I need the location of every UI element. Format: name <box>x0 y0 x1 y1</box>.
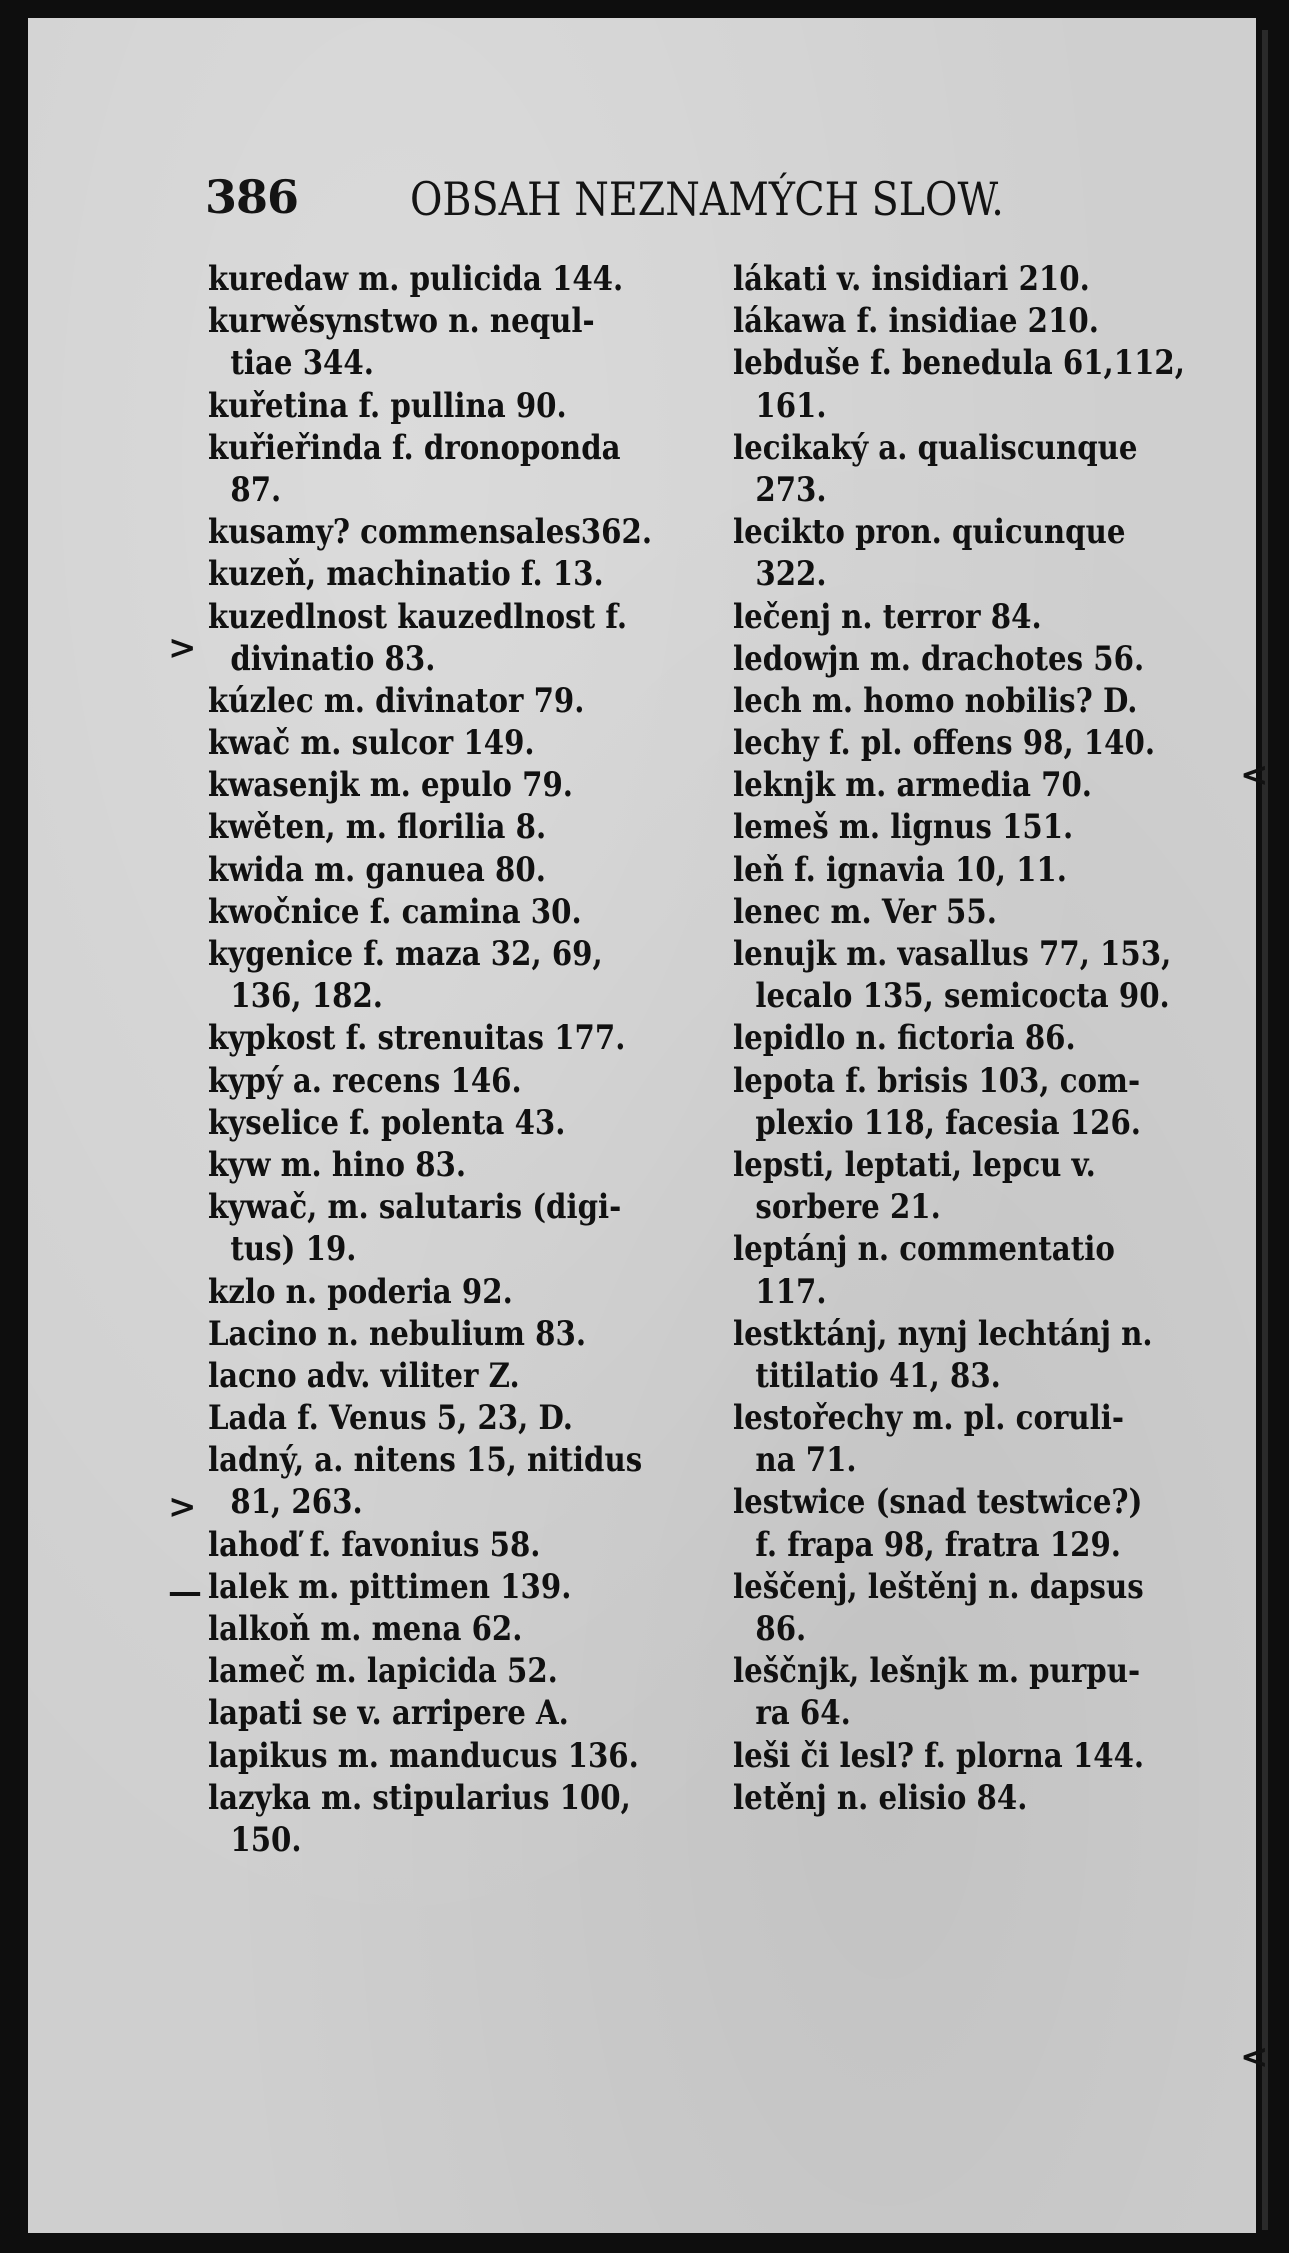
entry-line: kurwěsynstwo n. nequl- <box>208 301 595 342</box>
entry-line: lepsti, leptati, lepcu v. <box>733 1144 1096 1185</box>
entry-line: plexio 118, facesia 126. <box>755 1102 1141 1143</box>
entry-line: lecikaký a. qualiscunque <box>733 427 1138 468</box>
entry-line: lepidlo n. fictoria 86. <box>733 1018 1076 1059</box>
entry-line: f. frapa 98, fratra 129. <box>755 1524 1121 1565</box>
margin-mark-left-2: > <box>168 1487 197 1527</box>
page-number: 386 <box>205 170 299 224</box>
entry-line: Lada f. Venus 5, 23, D. <box>208 1398 573 1439</box>
entry-line: lapikus m. manducus 136. <box>208 1735 639 1776</box>
entry-line: kusamy? commensales362. <box>208 512 653 553</box>
entry-line: lacno adv. viliter Z. <box>208 1355 520 1396</box>
running-title: OBSAH NEZNAMÝCH SLOW. <box>410 172 1004 226</box>
entry-line: kwasenjk m. epulo 79. <box>208 765 573 806</box>
entry-line: lazyka m. stipularius 100, <box>208 1777 631 1818</box>
entry-line: kúzlec m. divinator 79. <box>208 680 585 721</box>
entry-line: kuzeň, machinatio f. 13. <box>208 554 604 595</box>
entry-line: kywač, m. salutaris (digi- <box>208 1187 622 1228</box>
entry-line: 81, 263. <box>230 1482 363 1523</box>
entry-line: 273. <box>755 469 827 510</box>
entry-line: titilatio 41, 83. <box>755 1355 1001 1396</box>
entry-line: kuzedlnost kauzedlnost f. <box>208 596 628 637</box>
entry-line: 150. <box>230 1819 302 1860</box>
entry-line: kygenice f. maza 32, 69, <box>208 934 603 974</box>
entry-line: lalek m. pittimen 139. <box>208 1566 572 1607</box>
margin-mark-right-2: < <box>1240 2037 1269 2077</box>
entry-line: 136, 182. <box>230 976 383 1017</box>
entry-line: lapati se v. arripere A. <box>208 1693 569 1734</box>
entry-line: sorbere 21. <box>755 1187 941 1228</box>
entry-line: lech m. homo nobilis? D. <box>733 680 1138 721</box>
entry-line: leščnjk, lešnjk m. purpu- <box>733 1651 1141 1692</box>
entry-line: lestktánj, nynj lechtánj n. <box>733 1313 1153 1354</box>
entry-line: tiae 344. <box>230 343 374 384</box>
entry-line: 87. <box>230 469 282 510</box>
entry-line: lecikto pron. quicunque <box>733 512 1126 553</box>
entry-line: 117. <box>755 1271 827 1312</box>
entry-line: lebduše f. benedula 61,112, <box>733 343 1185 384</box>
entry-line: lákawa f. insidiae 210. <box>733 301 1099 342</box>
entry-line: lestwice (snad testwice?) <box>733 1482 1143 1523</box>
entry-line: leknjk m. armedia 70. <box>733 765 1092 806</box>
entry-line: lákati v. insidiari 210. <box>733 259 1090 299</box>
margin-mark-left-3: — <box>168 1572 202 1612</box>
entry-line: kzlo n. poderia 92. <box>208 1271 513 1312</box>
entry-line: Lacino n. nebulium 83. <box>208 1313 587 1354</box>
entry-line: leptánj n. commentatio <box>733 1229 1115 1270</box>
entry-line: ra 64. <box>755 1693 851 1734</box>
entry-line: lenec m. Ver 55. <box>733 891 997 932</box>
entry-line: kwida m. ganuea 80. <box>208 849 546 890</box>
entry-line: leščenj, leštěnj n. dapsus <box>733 1566 1144 1607</box>
entry-line: 161. <box>755 385 827 426</box>
entry-line: kypkost f. strenuitas 177. <box>208 1018 626 1059</box>
entry-line: lenujk m. vasallus 77, 153, <box>733 934 1172 974</box>
margin-mark-left-1: > <box>168 628 197 668</box>
entry-line: tus) 19. <box>230 1229 357 1270</box>
margin-mark-right-1: < <box>1240 755 1269 795</box>
entry-line: lameč m. lapicida 52. <box>208 1651 558 1692</box>
entry-line: lestořechy m. pl. coruli- <box>733 1398 1124 1439</box>
entry-line: lahoď f. favonius 58. <box>208 1524 541 1565</box>
entry-line: kuřetina f. pullina 90. <box>208 385 567 426</box>
entry-line: kuřieřinda f. dronoponda <box>208 427 621 468</box>
entry-line: leň f. ignavia 10, 11. <box>733 849 1067 890</box>
entry-line: kyw m. hino 83. <box>208 1144 467 1185</box>
entry-line: kwač m. sulcor 149. <box>208 723 535 764</box>
entry-line: letěnj n. elisio 84. <box>733 1777 1028 1818</box>
page-edge-shadow <box>1262 30 1268 2230</box>
entry-line: ladný, a. nitens 15, nitidus <box>208 1440 643 1481</box>
entry-line: lecalo 135, semicocta 90. <box>755 976 1170 1017</box>
entry-line: 86. <box>755 1609 807 1649</box>
entry-line: divinatio 83. <box>230 638 436 679</box>
entry-line: lalkoň m. mena 62. <box>208 1609 523 1649</box>
entry-line: leši či lesl? f. plorna 144. <box>733 1735 1145 1776</box>
entry-line: lečenj n. terror 84. <box>733 596 1042 637</box>
entry-line: na 71. <box>755 1440 857 1481</box>
entry-line: kypý a. recens 146. <box>208 1060 522 1101</box>
entry-line: 322. <box>755 554 827 595</box>
right-column <box>733 258 1223 1819</box>
entry-line: lechy f. pl. offens 98, 140. <box>733 723 1156 764</box>
entry-line: kyselice f. polenta 43. <box>208 1102 566 1143</box>
entry-line: lepota f. brisis 103, com- <box>733 1060 1141 1101</box>
entry-line: kwěten, m. florilia 8. <box>208 807 547 848</box>
entry-line: ledowjn m. drachotes 56. <box>733 638 1145 679</box>
entry-line: lemeš m. lignus 151. <box>733 807 1074 848</box>
entry-line: kwočnice f. camina 30. <box>208 891 582 932</box>
left-column <box>208 258 708 1861</box>
page-header <box>205 170 1025 230</box>
entry-line: kuredaw m. pulicida 144. <box>208 259 624 299</box>
